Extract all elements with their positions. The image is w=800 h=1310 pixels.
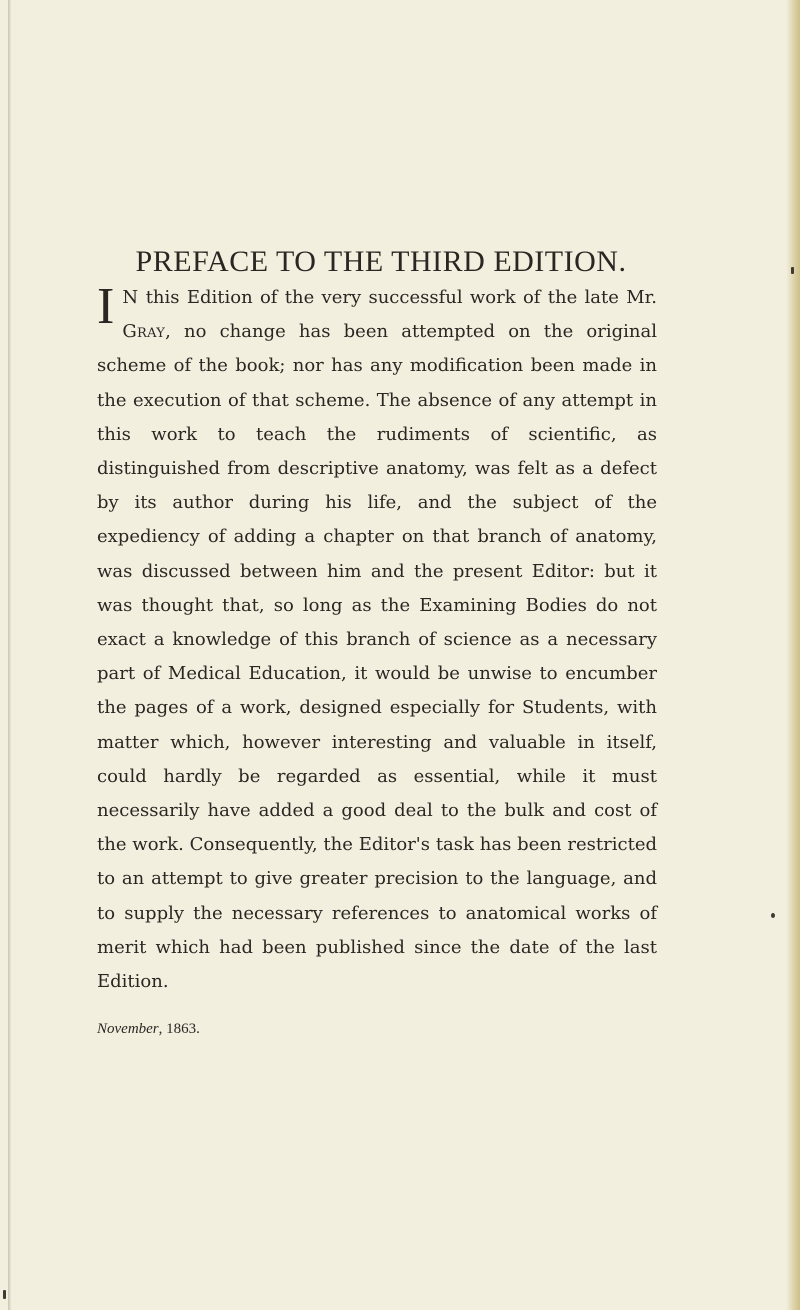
date-year: , 1863.: [158, 1021, 200, 1038]
drop-cap: I: [97, 278, 115, 335]
page-edge-shadow: [8, 0, 11, 1310]
first-word-rest: N: [122, 287, 139, 308]
author-name: Gray: [122, 321, 166, 343]
paragraph-text-start: this Edition of the very successful work of the late Mr.: [138, 287, 657, 308]
scan-speck: [771, 913, 775, 918]
preface-page: [97, 245, 657, 1038]
preface-paragraph: [97, 278, 657, 999]
preface-date: [97, 1021, 657, 1038]
page-gutter-shadow: [786, 0, 800, 1310]
paragraph-text-main: , no change has been attempted on the original scheme of the book; nor has any modification been made in the execution of that scheme. The absence of any attempt in this work to teach the rudiments of scientific, as distinguished from descriptive anatomy, was felt as a defect by its author during his life, and the subject of the expediency of adding a chapter on that branch of anatomy, was discussed between him and the present Editor: but it was thought that, so long as the Examining Bodies do not exact a knowledge of this branch of science as a necessary part of Medical Education, it would be unwise to encumber the pages of a work, designed especially for Students, with matter which, however interesting and valuable in itself, could hardly be regarded as essential, while it must necessarily have added a good deal to the bulk and cost of the work. Consequently, the Editor's task has been restricted to an attempt to give greater precision to the language, and to supply the necessary references to anatomical works of merit which had been published since the date of the last Edition.: [97, 321, 657, 993]
scan-speck: [3, 1290, 6, 1299]
scan-speck: [791, 267, 794, 274]
page-title: PREFACE TO THE THIRD EDITION.: [135, 245, 627, 278]
date-month: November: [97, 1021, 159, 1038]
